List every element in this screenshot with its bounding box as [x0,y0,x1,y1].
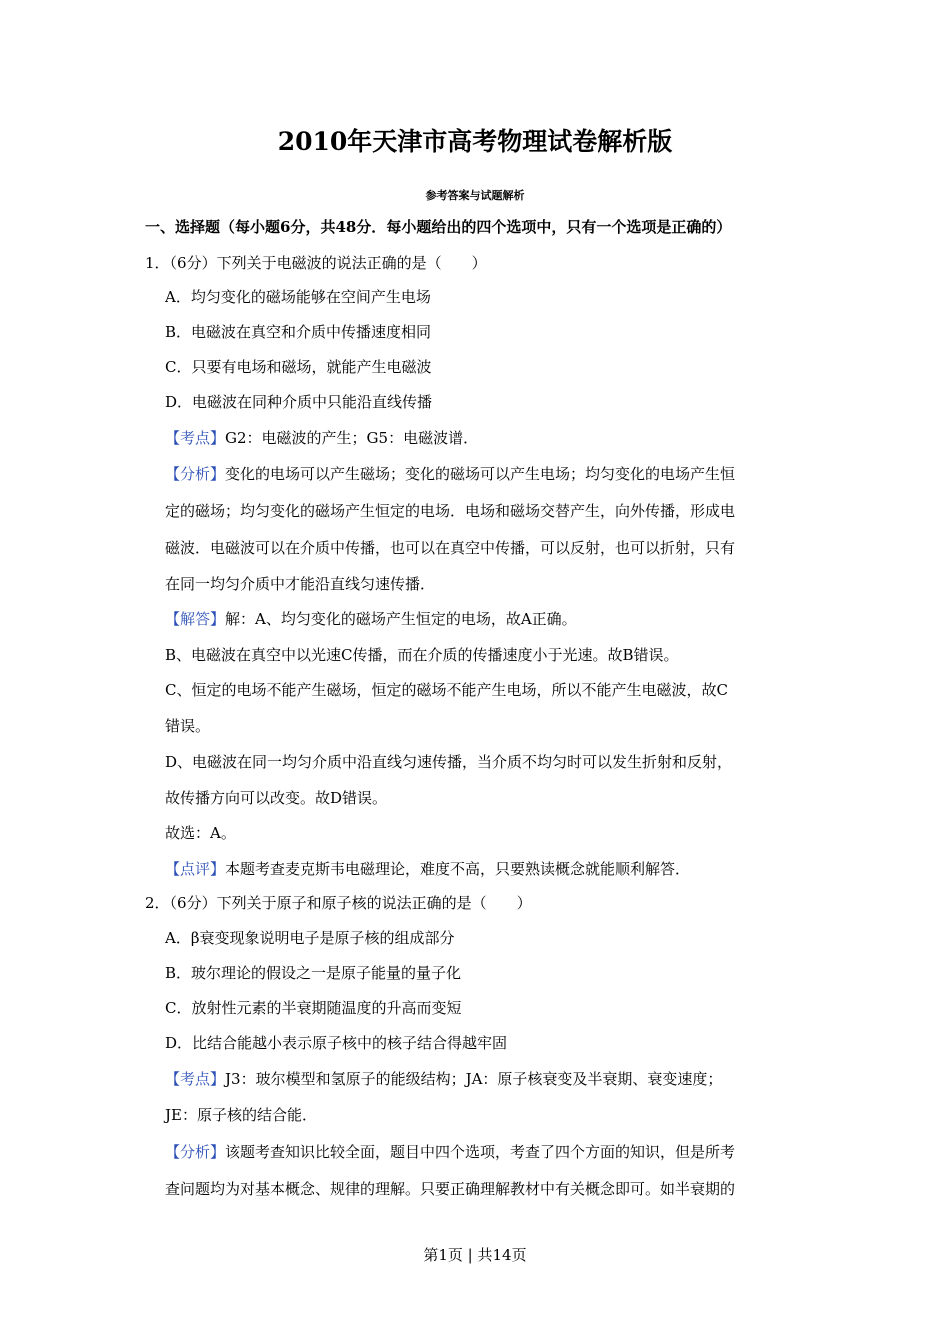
q2-option-c: C．放射性元素的半衰期随温度的升高而变短 [165,999,462,1017]
q1-jieda-line: 故选：A。 [165,824,236,842]
q1-jieda [165,609,577,629]
q1-option-c: C．只要有电场和磁场，就能产生电磁波 [165,358,432,376]
q1-fenxi-line: 定的磁场；均匀变化的磁场产生恒定的电场．电场和磁场交替产生，向外传播，形成电 [165,502,736,520]
dianping-tag: 【点评】 [165,860,226,878]
q1-stem: 1．（6分）下列关于电磁波的说法正确的是（ ） [145,254,487,272]
q1-jieda-line: 错误。 [165,717,211,735]
kaodian-text: G2：电磁波的产生；G5：电磁波谱． [225,429,479,447]
q1-option-d: D．电磁波在同种介质中只能沿直线传播 [165,393,433,411]
document-subtitle: 参考答案与试题解析 [425,189,525,202]
q2-option-b: B．玻尔理论的假设之一是原子能量的量子化 [165,964,462,982]
q2-kaodian [165,1069,722,1089]
fenxi-tag: 【分析】 [165,1143,226,1161]
q2-fenxi [165,1142,735,1162]
q2-option-a: A．β衰变现象说明电子是原子核的组成部分 [165,929,455,947]
q1-fenxi [165,464,735,484]
fenxi-text: 变化的电场可以产生磁场；变化的磁场可以产生电场；均匀变化的电场产生恒 [225,465,736,483]
kaodian-tag: 【考点】 [165,429,226,447]
q1-fenxi-line: 在同一均匀介质中才能沿直线匀速传播． [165,575,436,593]
q2-kaodian-line: JE：原子核的结合能． [165,1106,317,1124]
kaodian-tag: 【考点】 [165,1070,226,1088]
q1-option-b: B．电磁波在真空和介质中传播速度相同 [165,323,432,341]
document-title: 2010年天津市高考物理试卷解析版 [277,127,673,156]
q1-jieda-line: B、电磁波在真空中以光速C传播，而在介质的传播速度小于光速。故B错误。 [165,646,679,664]
q2-option-d: D．比结合能越小表示原子核中的核子结合得越牢固 [165,1034,508,1052]
jieda-text: 解：A、均匀变化的磁场产生恒定的电场，故A正确。 [225,610,577,628]
q2-stem: 2．（6分）下列关于原子和原子核的说法正确的是（ ） [145,894,532,912]
q1-fenxi-line: 磁波．电磁波可以在介质中传播，也可以在真空中传播，可以反射，也可以折射，只有 [165,539,736,557]
q1-option-a: A．均匀变化的磁场能够在空间产生电场 [165,288,431,306]
page-footer: 第1页 | 共14页 [423,1246,527,1264]
jieda-tag: 【解答】 [165,610,226,628]
fenxi-text: 该题考查知识比较全面，题目中四个选项，考查了四个方面的知识，但是所考 [225,1143,736,1161]
q1-jieda-line: D、电磁波在同一均匀介质中沿直线匀速传播，当介质不均匀时可以发生折射和反射， [165,753,733,771]
q1-jieda-line: 故传播方向可以改变。故D错误。 [165,789,388,807]
kaodian-text: J3：玻尔模型和氢原子的能级结构；JA：原子核衰变及半衰期、衰变速度； [225,1070,723,1088]
q1-dianping [165,859,690,879]
section-heading: 一、选择题（每小题6分，共48分．每小题给出的四个选项中，只有一个选项是正确的） [145,218,732,236]
q1-kaodian [165,428,478,448]
fenxi-tag: 【分析】 [165,465,226,483]
q1-jieda-line: C、恒定的电场不能产生磁场，恒定的磁场不能产生电场，所以不能产生电磁波，故C [165,681,728,699]
dianping-text: 本题考查麦克斯韦电磁理论，难度不高，只要熟读概念就能顺利解答． [225,860,691,878]
q2-fenxi-line: 查问题均为对基本概念、规律的理解。只要正确理解教材中有关概念即可。如半衰期的 [165,1180,736,1198]
